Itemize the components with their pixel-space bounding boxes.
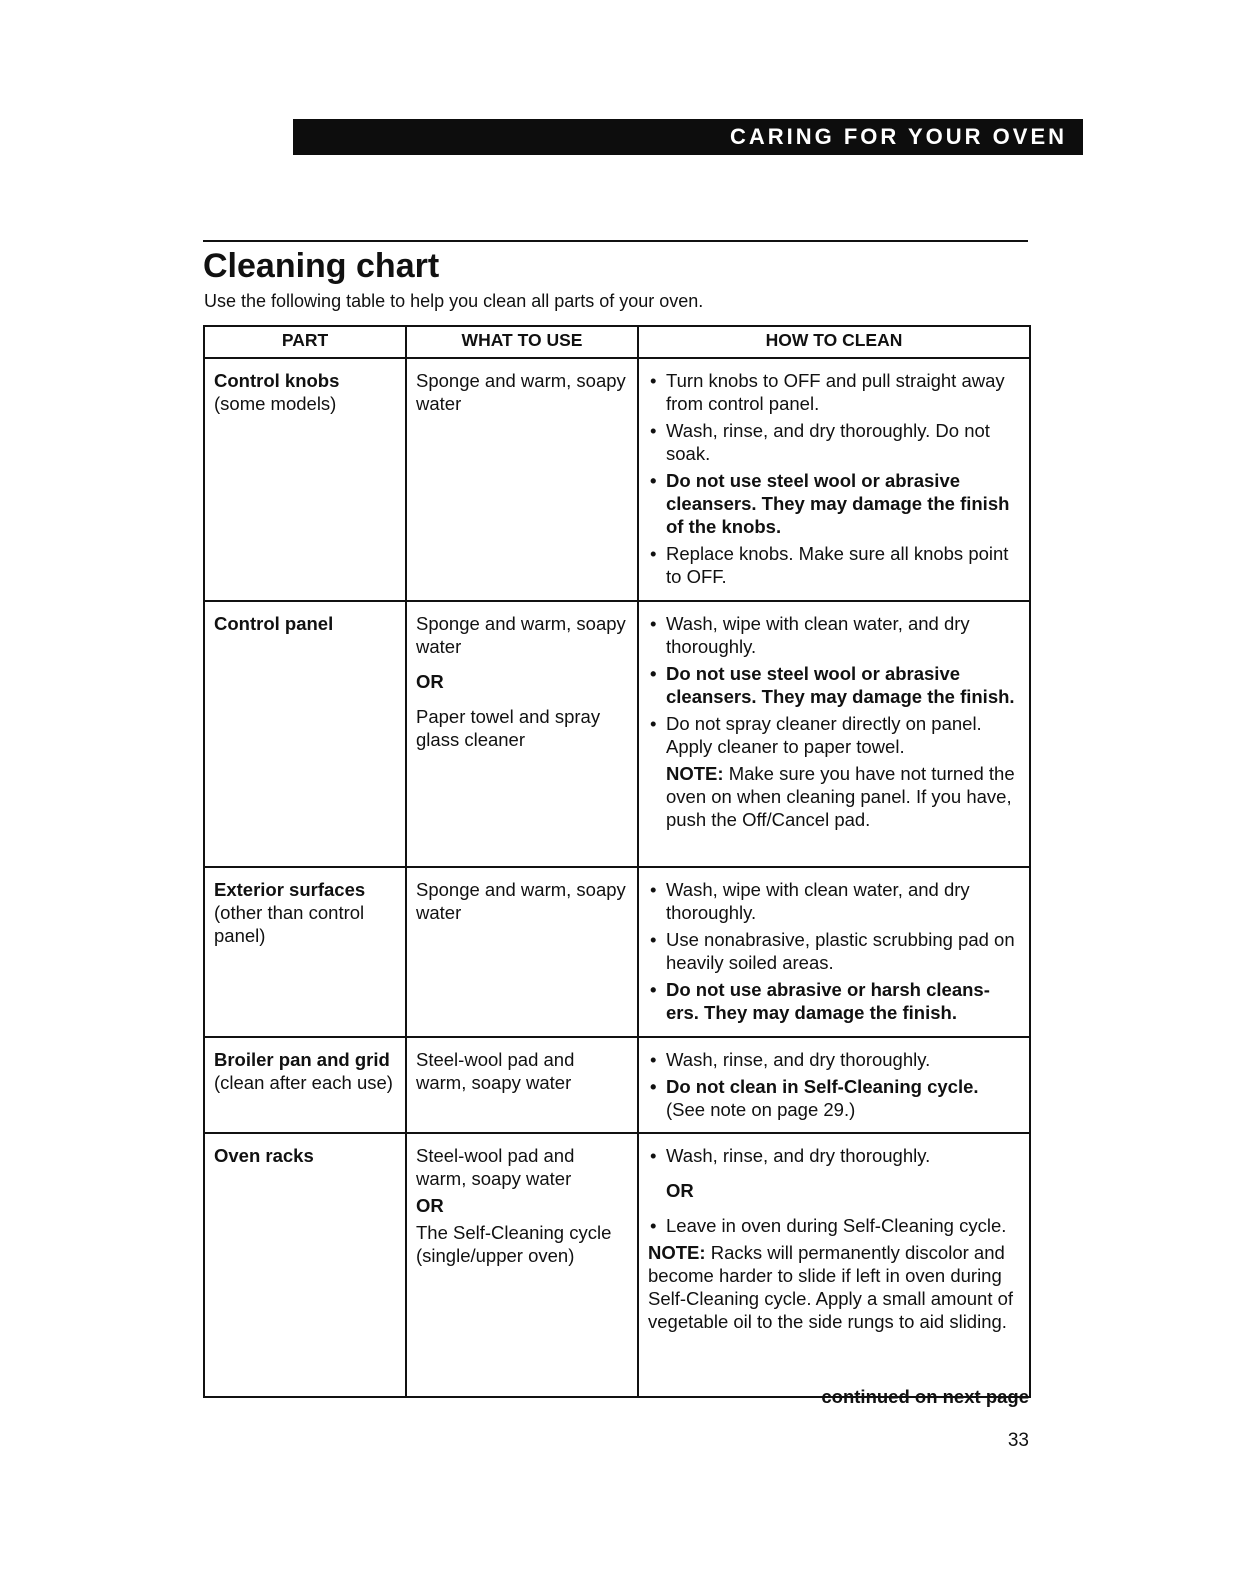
note-text: Racks will permanently discolor and become harder to slide if left in oven during Self-Cleaning cycle. Apply a small amount of vegetable oil to the side rungs to aid sliding. [648, 1242, 1014, 1332]
part-name: Control panel [214, 613, 334, 634]
how-to-clean-cell [638, 601, 1030, 867]
part-cell [204, 1037, 406, 1133]
warning-item: • Do not use steel wool or abrasive cleansers. They may damage the finish. [648, 662, 1021, 708]
instruction-item: • Wash, rinse, and dry thoroughly. Do not soak. [648, 419, 1021, 465]
part-cell [204, 601, 406, 867]
warning-item: • Do not use steel wool or abrasive cleansers. They may damage the finish of the knobs. [648, 469, 1021, 538]
or-separator: OR [666, 1180, 694, 1201]
what-to-use-cell [406, 867, 638, 1037]
title-rule [203, 240, 1028, 242]
instruction-item: • Use nonabrasive, plastic scrubbing pad on heavily soiled areas. [648, 928, 1021, 974]
note-label: NOTE: [666, 763, 724, 784]
page-title: Cleaning chart [203, 247, 440, 285]
warning-item: • Do not clean in Self-Cleaning cycle. [648, 1075, 1021, 1098]
instruction-list [648, 1048, 1021, 1098]
instruction-item: • Leave in oven during Self-Cleaning cycle. [648, 1214, 1021, 1237]
part-qualifier: (clean after each use) [214, 1072, 393, 1093]
how-to-clean-cell [638, 867, 1030, 1037]
table-header-row [204, 326, 1030, 358]
what-to-use-cell [406, 1037, 638, 1133]
table-row [204, 1037, 1030, 1133]
warning-item: • Do not use abrasive or harsh cleans- ers. They may damage the finish. [648, 978, 1021, 1024]
note-text: Make sure you have not turned the oven on when cleaning panel. If you have, push the Off/Cancel pad. [666, 763, 1015, 830]
what-to-use-cell [406, 1133, 638, 1397]
section-banner: CARING FOR YOUR OVEN [293, 119, 1083, 155]
table-row [204, 358, 1030, 601]
cleaning-chart-table [203, 325, 1031, 1398]
what-to-use-cell [406, 601, 638, 867]
header-how-to-clean: HOW TO CLEAN [638, 326, 1030, 358]
note [648, 1241, 1021, 1333]
cleaning-material: Sponge and warm, soapy water [416, 613, 626, 657]
how-to-clean-cell [638, 1133, 1030, 1397]
table-row [204, 867, 1030, 1037]
cleaning-material: Sponge and warm, soapy water [416, 370, 626, 414]
part-cell [204, 358, 406, 601]
instruction-item: • Wash, rinse, and dry thoroughly. [648, 1144, 1021, 1167]
what-to-use-cell [406, 358, 638, 601]
instruction-item: • Wash, wipe with clean water, and dry thoroughly. [648, 612, 1021, 658]
instruction-item: • Turn knobs to OFF and pull straight away from control panel. [648, 369, 1021, 415]
instruction-list [648, 1214, 1021, 1237]
instruction-list [648, 878, 1021, 1024]
part-qualifier: (other than control panel) [214, 902, 365, 946]
part-name: Oven racks [214, 1145, 314, 1166]
header-what-to-use: WHAT TO USE [406, 326, 638, 358]
how-to-clean-cell [638, 1037, 1030, 1133]
cleaning-material: Steel-wool pad and warm, soapy water [416, 1145, 575, 1189]
note [648, 762, 1021, 831]
part-cell [204, 1133, 406, 1397]
part-name: Exterior surfaces [214, 879, 366, 900]
instruction-item: • Replace knobs. Make sure all knobs point to OFF. [648, 542, 1021, 588]
intro-text: Use the following table to help you clean all parts of your oven. [204, 291, 704, 311]
part-name: Control knobs [214, 370, 340, 391]
cleaning-material: Steel-wool pad and warm, soapy water [416, 1049, 575, 1093]
instruction-list [648, 612, 1021, 758]
page-number: 33 [1007, 1430, 1029, 1451]
header-part: PART [204, 326, 406, 358]
cleaning-material: Paper towel and spray glass cleaner [416, 706, 601, 750]
continued-label: continued on next page [821, 1386, 1029, 1407]
instruction-item: • Wash, rinse, and dry thoroughly. [648, 1048, 1021, 1071]
cleaning-material: The Self-Cleaning cycle (single/upper oven) [416, 1222, 612, 1266]
part-cell [204, 867, 406, 1037]
instruction-list [648, 369, 1021, 588]
or-separator: OR [416, 1195, 444, 1216]
instruction-list [648, 1144, 1021, 1167]
note-label: NOTE: [648, 1242, 706, 1263]
table-row [204, 1133, 1030, 1397]
cleaning-material: Sponge and warm, soapy water [416, 879, 626, 923]
table-row [204, 601, 1030, 867]
instruction-item: • Do not spray cleaner directly on panel. Apply cleaner to paper towel. [648, 712, 1021, 758]
part-qualifier: (some models) [214, 393, 337, 414]
how-to-clean-cell [638, 358, 1030, 601]
page-reference: (See note on page 29.) [666, 1099, 856, 1120]
part-name: Broiler pan and grid [214, 1049, 390, 1070]
instruction-item: • Wash, wipe with clean water, and dry thoroughly. [648, 878, 1021, 924]
or-separator: OR [416, 671, 444, 692]
